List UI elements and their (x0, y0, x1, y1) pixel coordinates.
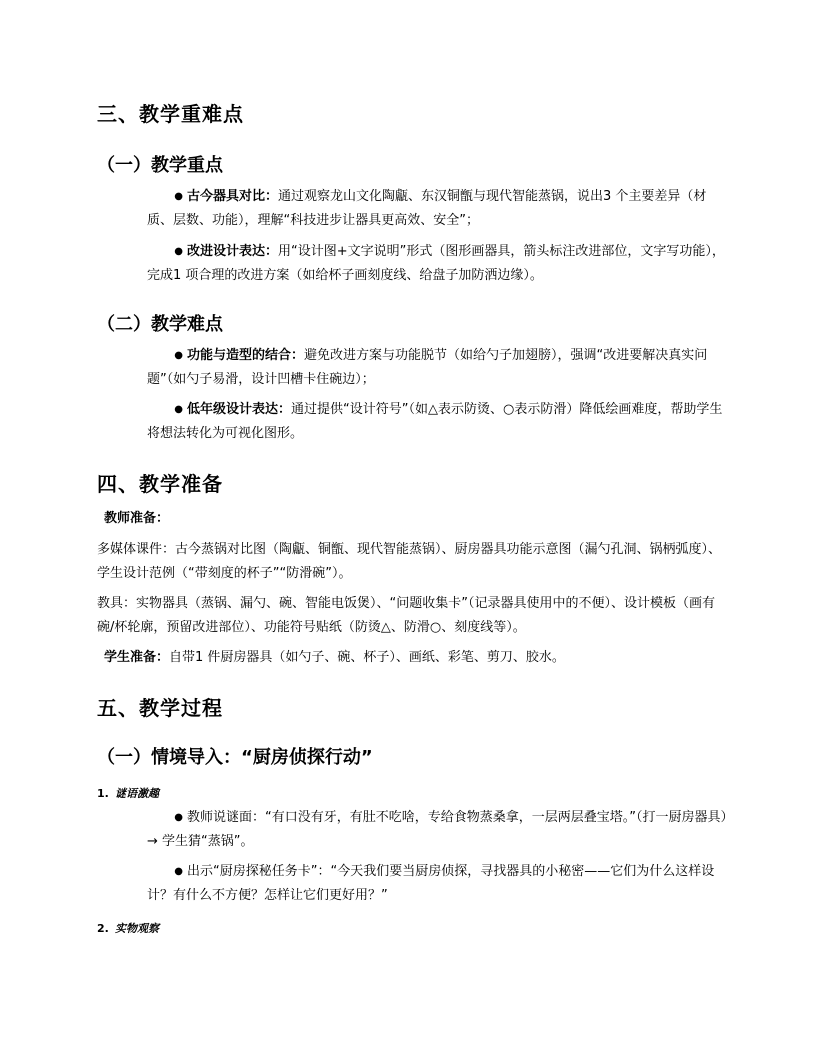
bullet-text: 避免改进方案与功能脱节（如给勺子加翅膀），强调“改进要解决真实问题”（如勺子易滑，设计凹槽卡住碗边）； (147, 348, 708, 387)
section-heading-4: 四、教学准备 (97, 472, 223, 496)
subsection-heading-key-points: （一）教学重点 (97, 155, 223, 176)
paragraph-multimedia: 多媒体课件：古今蒸锅对比图（陶甗、铜甑、现代智能蒸锅）、厨房器具功能示意图（漏勺孔洞、锅柄弧度）、学生设计范例（“带刻度的杯子”“防滑碗”）。 (97, 542, 722, 581)
numbered-step-2 (97, 920, 159, 936)
bullet-text: 用“设计图+文字说明”形式（图形画器具，箭头标注改进部位，文字写功能），完成1 项合理的改进方案（如给杯子画刻度线、给盘子加防洒边缘）。 (147, 244, 725, 283)
student-prep-label: 学生准备： (104, 650, 170, 665)
section-heading-5: 五、教学过程 (97, 696, 223, 720)
bullet-item-low-grade-design (147, 398, 727, 446)
bullet-icon: ● (174, 404, 183, 415)
bullet-item-riddle (147, 806, 727, 854)
bullet-item-task-card (147, 860, 727, 908)
bullet-icon: ● (174, 866, 183, 877)
step-number: 2. (97, 922, 109, 935)
bullet-label: 功能与造型的结合： (187, 348, 305, 363)
bullet-text: 出示“厨房探秘任务卡”：“今天我们要当厨房侦探，寻找器具的小秘密——它们为什么这样设计？有什么不方便？怎样让它们更好用？” (147, 864, 715, 903)
bullet-text: 通过观察龙山文化陶甗、东汉铜甑与现代智能蒸锅，说出3 个主要差异（材质、层数、功能），理解“科技进步让器具更高效、安全”； (147, 189, 707, 228)
subsection-heading-difficulties: （二）教学难点 (97, 314, 223, 335)
bullet-item-function-form (147, 344, 727, 392)
bullet-item-design-expression (147, 240, 727, 288)
student-prep-text: 自带1 件厨房器具（如勺子、碗、杯子）、画纸、彩笔、剪刀、胶水。 (169, 650, 565, 665)
bullet-text: 通过提供“设计符号”（如△表示防烫、○表示防滑）降低绘画难度，帮助学生将想法转化为可视化图形。 (147, 402, 723, 441)
bullet-icon: ● (174, 350, 183, 361)
step-number: 1. (97, 787, 109, 800)
bullet-icon: ● (174, 812, 183, 823)
teacher-prep-label: 教师准备： (104, 511, 170, 526)
subsection-heading-introduction: （一）情境导入：“厨房侦探行动” (97, 747, 373, 768)
paragraph-teaching-aids: 教具：实物器具（蒸锅、漏勺、碗、智能电饭煲）、“问题收集卡”（记录器具使用中的不便）、设计模板（画有碗/杯轮廓，预留改进部位）、功能符号贴纸（防烫△、防滑○、刻度线等）。 (97, 596, 715, 635)
section-heading-3: 三、教学重难点 (97, 102, 244, 126)
bullet-item-comparison (147, 185, 727, 233)
bullet-label: 古今器具对比： (187, 189, 279, 204)
bullet-text: 教师说谜面：“有口没有牙，有肚不吃啥，专给食物蒸桑拿，一层两层叠宝塔。”（打一厨房器具）→ 学生猜“蒸锅”。 (147, 810, 727, 849)
step-label: 实物观察 (115, 922, 159, 935)
step-label: 谜语激趣 (115, 787, 159, 800)
bullet-icon: ● (174, 191, 183, 202)
bullet-label: 改进设计表达： (187, 244, 279, 259)
bullet-icon: ● (174, 246, 183, 257)
paragraph-student-prep (104, 646, 734, 670)
numbered-step-1 (97, 785, 159, 801)
bullet-label: 低年级设计表达： (187, 402, 292, 417)
